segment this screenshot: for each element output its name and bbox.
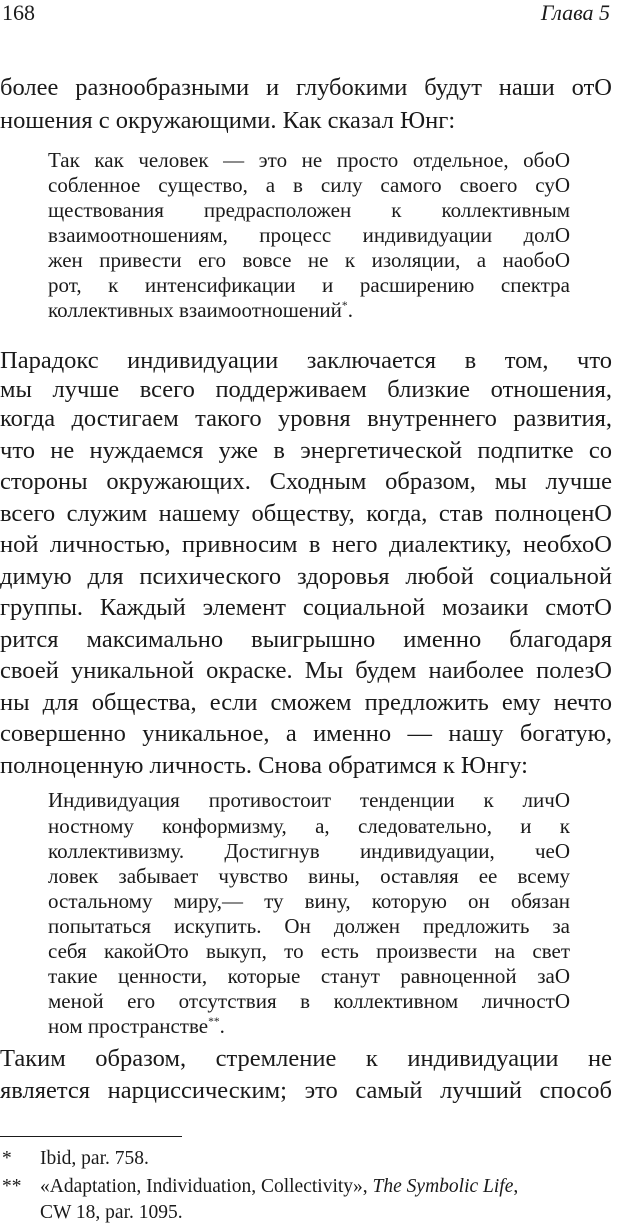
quote-line: такие ценности, которые станут равноценной заO xyxy=(48,964,570,988)
quote-line: попытаться искупить. Он должен предложить за xyxy=(48,914,570,938)
footnote-separator xyxy=(0,1136,182,1137)
quote-line: меной его отсутствия в коллективном личностO xyxy=(48,989,570,1013)
quote-line xyxy=(48,298,570,323)
text-line: когда достигаем такого уровня внутреннего развития, xyxy=(0,405,612,432)
page-number: 168 xyxy=(2,0,35,25)
text-line: более разнообразными и глубокими будут наши отO xyxy=(0,74,612,101)
text-line: рится максимально выигрышно именно благодаря xyxy=(0,626,612,653)
text-line: что не нуждаемся уже в энергетической подпитке со xyxy=(0,437,612,464)
text-line: ношения с окружающими. Как сказал Юнг: xyxy=(0,107,456,134)
quote-text: коллективных взаимоотношений xyxy=(48,298,342,322)
footnote-book-title: The Symbolic Life xyxy=(372,1176,514,1197)
text-line: димую для психического здоровья любой социальной xyxy=(0,563,612,590)
footnote-citation: «Adaptation, Individuation, Collectivity», xyxy=(40,1176,373,1197)
text-line: мы лучше всего поддерживаем близкие отношения, xyxy=(0,376,612,403)
quote-line: Индивидуация противостоит тенденции к личO xyxy=(48,788,570,812)
text-line: Таким образом, стремление к индивидуации не xyxy=(0,1045,612,1072)
footnote-text: Ibid, par. 758. xyxy=(40,1148,149,1169)
text-line: всего служим нашему обществу, когда, став полноценO xyxy=(0,500,612,527)
quote-line: остальному миру,— ту вину, которую он обязан xyxy=(48,889,570,913)
quote-line: рот, к интенсификации и расширению спектра xyxy=(48,273,570,297)
text-line: своей уникальной окраске. Мы будем наиболее полезO xyxy=(0,657,612,684)
running-header xyxy=(0,0,610,34)
footnote-mark: ** xyxy=(2,1176,22,1197)
quote-line: себя какойOто выкуп, то есть произвести на свет xyxy=(48,939,570,963)
footnote-ref: ** xyxy=(208,1016,220,1028)
footnote-text-continued: CW 18, par. 1095. xyxy=(40,1202,183,1223)
quote-end: . xyxy=(219,1014,225,1038)
text-line: ной личностью, привносим в него диалектику, необхоO xyxy=(0,531,612,558)
text-line: является нарциссическим; это самый лучший способ xyxy=(0,1077,612,1104)
text-line: ны для общества, если сможем предложить ему нечто xyxy=(0,689,612,716)
quote-line xyxy=(48,1014,570,1039)
text-line: совершенно уникальное, а именно — нашу богатую, xyxy=(0,720,612,747)
quote-line: ществования предрасположен к коллективным xyxy=(48,198,570,222)
quote-line: жен привести его вовсе не к изоляции, а наобоO xyxy=(48,248,570,272)
chapter-title: Глава 5 xyxy=(540,0,610,25)
quote-line: Так как человек — это не просто отдельное, обоO xyxy=(48,148,570,172)
quote-line: ностному конформизму, а, следовательно, и к xyxy=(48,814,570,838)
text-line: Парадокс индивидуации заключается в том, что xyxy=(0,347,612,374)
footnote-mark: * xyxy=(2,1148,12,1169)
quote-line: взаимоотношениям, процесс индивидуации долO xyxy=(48,223,570,247)
quote-end: . xyxy=(347,298,353,322)
footnote-comma: , xyxy=(513,1176,519,1197)
quote-line: собленное существо, а в силу самого своего суO xyxy=(48,173,570,197)
quote-text: ном пространстве xyxy=(48,1014,209,1038)
text-line: полноценную личность. Снова обратимся к Юнгу: xyxy=(0,752,528,779)
text-line: группы. Каждый элемент социальной мозаики смотO xyxy=(0,594,612,621)
footnote-ref: * xyxy=(341,300,348,312)
quote-line: ловек забывает чувство вины, оставляя ее всему xyxy=(48,864,570,888)
text-line: стороны окружающих. Сходным образом, мы лучше xyxy=(0,468,612,495)
quote-line: коллективизму. Достигнув индивидуации, чеO xyxy=(48,839,570,863)
footnote-text xyxy=(40,1176,518,1198)
